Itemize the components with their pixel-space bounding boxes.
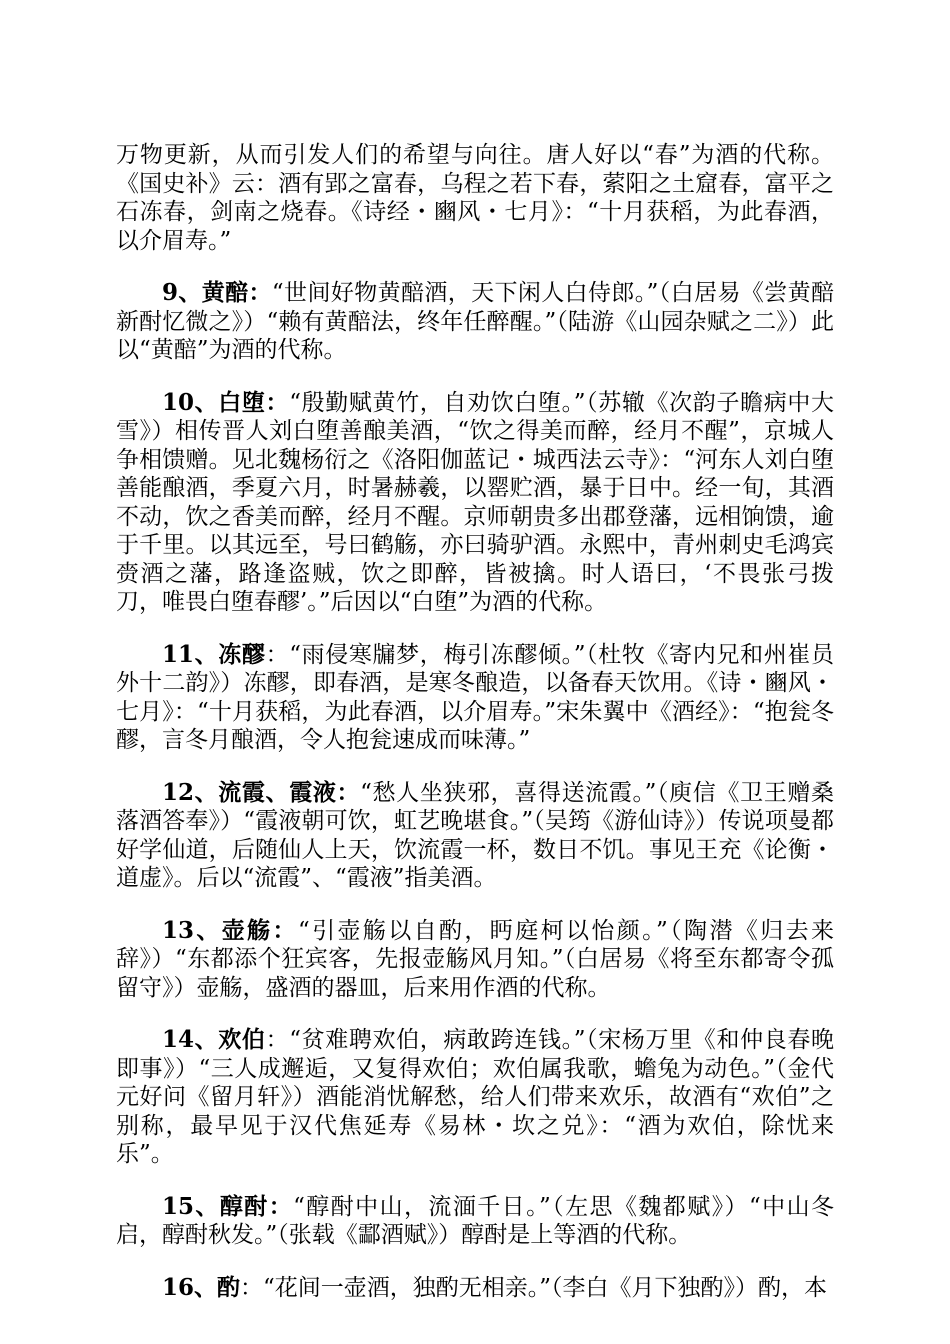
paragraph-entry-14 [116,1026,834,1169]
entry-term: 13、壶觞： [162,916,298,944]
paragraph-entry-16 [116,1274,834,1303]
entry-text: ：“雨侵寒牖梦，梅引冻醪倾。”（杜牧《寄内兄和州崔员外十二韵》）冻醪，即春酒，是寒冬酿造，以备春天饮用。《诗・豳风・七月》：“十月获稻，为此春酒，以介眉寿。”宋朱翼中《酒经》：“抱瓮冬醪，言冬月酿酒，令人抱瓮速成而味薄。” [116,641,834,753]
entry-text: 万物更新，从而引发人们的希望与向往。唐人好以“春”为酒的代称。《国史补》云：酒有郢之富春，乌程之若下春，萦阳之土窟春，富平之石冻春，剑南之烧春。《诗经・豳风・七月》：“十月获稻，为此春酒，以介眉寿。” [116,142,834,254]
entry-text: “愁人坐狭邪，喜得送流霞。”（庾信《卫王赠桑落酒答奉》）“霞液朝可饮，虹艺晚堪食。”（吴筠《游仙诗》）传说项曼都好学仙道，后随仙人上天，饮流霞一杯，数日不饥。事见王充《论衡・道虚》。后以“流霞”、“霞液”指美酒。 [116,779,834,891]
paragraph-entry-15 [116,1193,834,1250]
paragraph-entry-11 [116,641,834,755]
entry-term: 14、欢伯 [162,1026,266,1053]
entry-text: ：“花间一壶酒，独酌无相亲。”（李白《月下独酌》）酌，本 [240,1274,828,1301]
entry-text: “殷勤赋黄竹，自劝饮白堕。”（苏辙《次韵子瞻病中大雪》）相传晋人刘白堕善酿美酒，“饮之得美而醉，经月不醒”，京城人争相馈赠。见北魏杨衍之《洛阳伽蓝记・城西法云寺》：“河东人刘白堕善能酿酒，季夏六月，时暑赫羲，以罂贮酒，暴于日中。经一旬，其酒不动，饮之香美而醉，经月不醒。京师朝贵多出郡登藩，远相饷馈，逾于千里。以其远至，号曰鹤觞，亦曰骑驴酒。永熙中，青州刺史毛鸿宾赍酒之藩，路逢盗贼，饮之即醉，皆被擒。时人语曰，‘不畏张弓拨刀，唯畏白堕春醪’。”后因以“白堕”为酒的代称。 [116,389,834,615]
paragraph-entry-10 [116,389,834,617]
entry-term: 10、白堕： [162,388,290,416]
entry-term: 15、醇酎： [162,1192,294,1220]
entry-term: 9、黄醅： [162,279,272,306]
paragraph-entry-13 [116,917,834,1003]
entry-term: 16、酌 [162,1273,241,1301]
entry-term: 12、流霞、霞液： [162,778,361,806]
document-body [116,141,834,1326]
entry-term: 11、冻醪 [162,640,266,668]
entry-text: “醇酎中山，流湎千日。”（左思《魏都赋》）“中山冬启，醇酎秋发。”（张载《酃酒赋》）醇酎是上等酒的代称。 [116,1193,834,1248]
entry-text: “世间好物黄醅酒，天下闲人白侍郎。”（白居易《尝黄醅新酎忆微之》）“赖有黄醅法，终年任醉醒。”（陆游《山园杂赋之二》）此以“黄醅”为酒的代称。 [116,280,834,363]
paragraph-spring-wine [116,141,834,255]
paragraph-entry-12 [116,779,834,893]
entry-text: ：“贫难聘欢伯，病敢跨连钱。”（宋杨万里《和仲良春晚即事》）“三人成邂逅，又复得欢伯；欢伯属我歌，蟾兔为动色。”（金代元好问《留月轩》）酒能消忧解愁，给人们带来欢乐，故酒有“欢伯”之别称，最早见于汉代焦延寿《易林・坎之兑》：“酒为欢伯，除忧来乐”。 [116,1027,834,1167]
paragraph-entry-9 [116,279,834,365]
entry-text: “引壶觞以自酌，眄庭柯以怡颜。”（陶潜《归去来辞》）“东都添个狂宾客，先报壶觞风月知。”（白居易《将至东都寄令孤留守》）壶觞，盛酒的器皿，后来用作酒的代称。 [116,917,834,1001]
